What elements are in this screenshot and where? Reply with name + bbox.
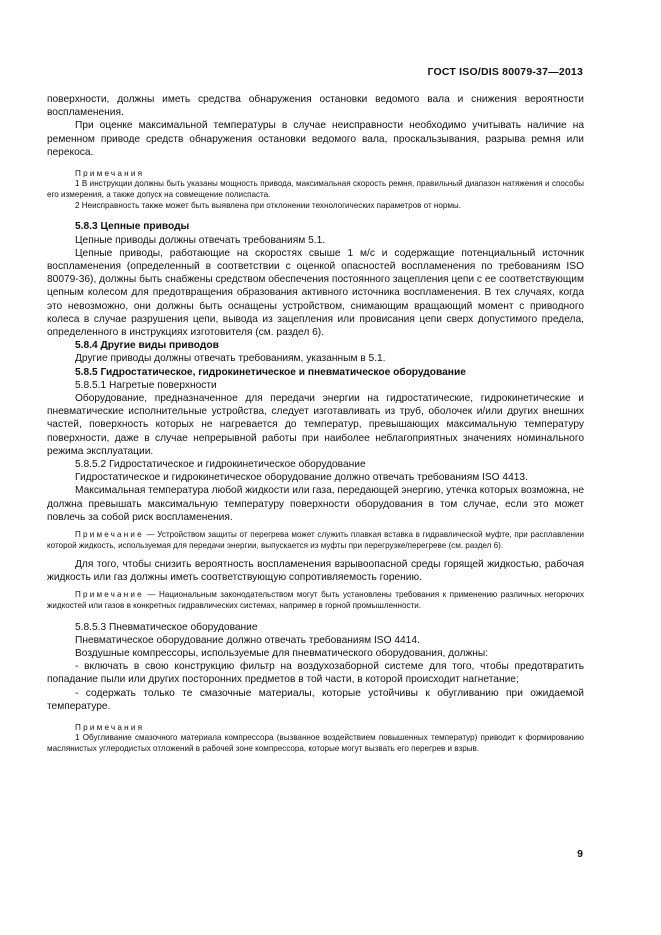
paragraph: Цепные приводы, работающие на скоростях свыше 1 м/с и содержащие потенциальный источник воспламенения (определенный в соответствии с оценкой опасностей воспламенения по требованиям ISO 80079-36), должны быть снабжены средством обеспечения постоянного зацепления цепи с ее соответствующим цепным колесом для предотвращения образования активного источника воспламенения. В тех случаях, когда это невозможно, они должны быть оснащены устройством, снимающим вращающий момент с приводного колеса в случае разрушения цепи, вывода из зацепления или провисания цепи сверх допустимого предела, определенного в инструкциях изготовителя (см. раздел 6). (47, 247, 584, 339)
note-item: 1 В инструкции должны быть указаны мощность привода, максимальная скорость ремня, правильный диапазон натяжения и способы его измерения, а также допуск на совмещение полиспаста. (47, 179, 584, 199)
note-text: — Устройством защиты от перегрева может служить плавкая вставка в гидравлической муфте, при расплавлении которой жидкость, используемая для передачи энергии, выпускается из муфты при перегрузке/перегреве (см. раздел 6). (47, 530, 584, 550)
note-text: — Национальным законодательством могут быть установлены требования к применению различных негорючих жидкостей или газов в конкретных гидравлических системах, например в горной промышленности. (47, 590, 584, 610)
section-heading-5-8-5: 5.8.5 Гидростатическое, гидрокинетическое и пневматическое оборудование (75, 366, 466, 378)
list-item: - содержать только те смазочные материалы, которые устойчивы к обугливанию при ожидаемой температуре. (47, 687, 584, 712)
list-item: - включать в свою конструкцию фильтр на воздухозаборной системе для того, чтобы предотвратить попадание пыли или других посторонних предметов в той части, в которой происходит нагнетание; (47, 661, 584, 686)
paragraph: Цепные приводы должны отвечать требованиям 5.1. (75, 234, 326, 246)
paragraph: Воздушные компрессоры, используемые для пневматического оборудования, должны: (75, 648, 489, 660)
section-heading-5-8-4: 5.8.4 Другие виды приводов (75, 340, 219, 352)
page-number: 9 (577, 848, 583, 860)
note-item: 2 Неисправность также может быть выявлена при отклонении технологических параметров от нормы. (75, 200, 462, 210)
paragraph: Пневматическое оборудование должно отвечать требованиям ISO 4414. (75, 634, 420, 646)
paragraph: Другие приводы должны отвечать требованиям, указанным в 5.1. (75, 353, 386, 365)
note-item (47, 590, 584, 612)
subsection-heading-5-8-5-3: 5.8.5.3 Пневматическое оборудование (75, 621, 258, 633)
paragraph: Гидростатическое и гидрокинетическое оборудование должно отвечать требованиям ISO 4413. (75, 472, 528, 484)
document-code-header: ГОСТ ISO/DIS 80079-37—2013 (427, 66, 583, 78)
paragraph: Оборудование, предназначенное для передачи энергии на гидростатические, гидрокинетические и пневматические исполнительные устройства, следует изготавливать из труб, оболочек и/или других внешних частей, поверхность которых не нагревается до температур, превышающих максимальную температуру поверхности, даже в случае непрерывной работы при наиболее неблагоприятных значениях номинального режима эксплуатации. (47, 393, 584, 457)
subsection-heading-5-8-5-2: 5.8.5.2 Гидростатическое и гидрокинетическое оборудование (75, 459, 366, 471)
notes-heading: Примечания (75, 723, 145, 733)
paragraph: Максимальная температура любой жидкости или газа, передающей энергию, утечка которых возможна, не должна превышать максимальную температуру поверхности оборудования в том случае, если это может повлечь за собой риск воспламенения. (47, 485, 584, 523)
note-label: Примечание (75, 530, 144, 540)
subsection-heading-5-8-5-1: 5.8.5.1 Нагретые поверхности (75, 379, 217, 391)
paragraph: поверхности, должны иметь средства обнаружения остановки ведомого вала и снижения вероятности воспламенения. (47, 94, 584, 119)
note-item: 1 Обугливание смазочного материала компрессора (вызванное воздействием повышенных температур) приводит к формированию маслянистых углеродистых отложений в рабочей зоне компрессора, которые могут вызвать его перегрев и взрыв. (47, 733, 584, 753)
note-label: Примечание (75, 590, 144, 600)
page-content (47, 93, 584, 755)
paragraph: Для того, чтобы снизить вероятность воспламенения взрывоопасной среды горящей жидкостью, рабочая жидкость или газ должны иметь соответствующую сопротивляемость горению. (47, 558, 584, 583)
paragraph: При оценке максимальной температуры в случае неисправности необходимо учитывать наличие на ременном приводе средств обнаружения остановки ведомого вала, проскальзывания, разрыва ремня или перекоса. (47, 120, 584, 158)
note-item (47, 530, 584, 552)
section-heading-5-8-3: 5.8.3 Цепные приводы (75, 221, 190, 233)
notes-heading: Примечания (75, 169, 145, 179)
